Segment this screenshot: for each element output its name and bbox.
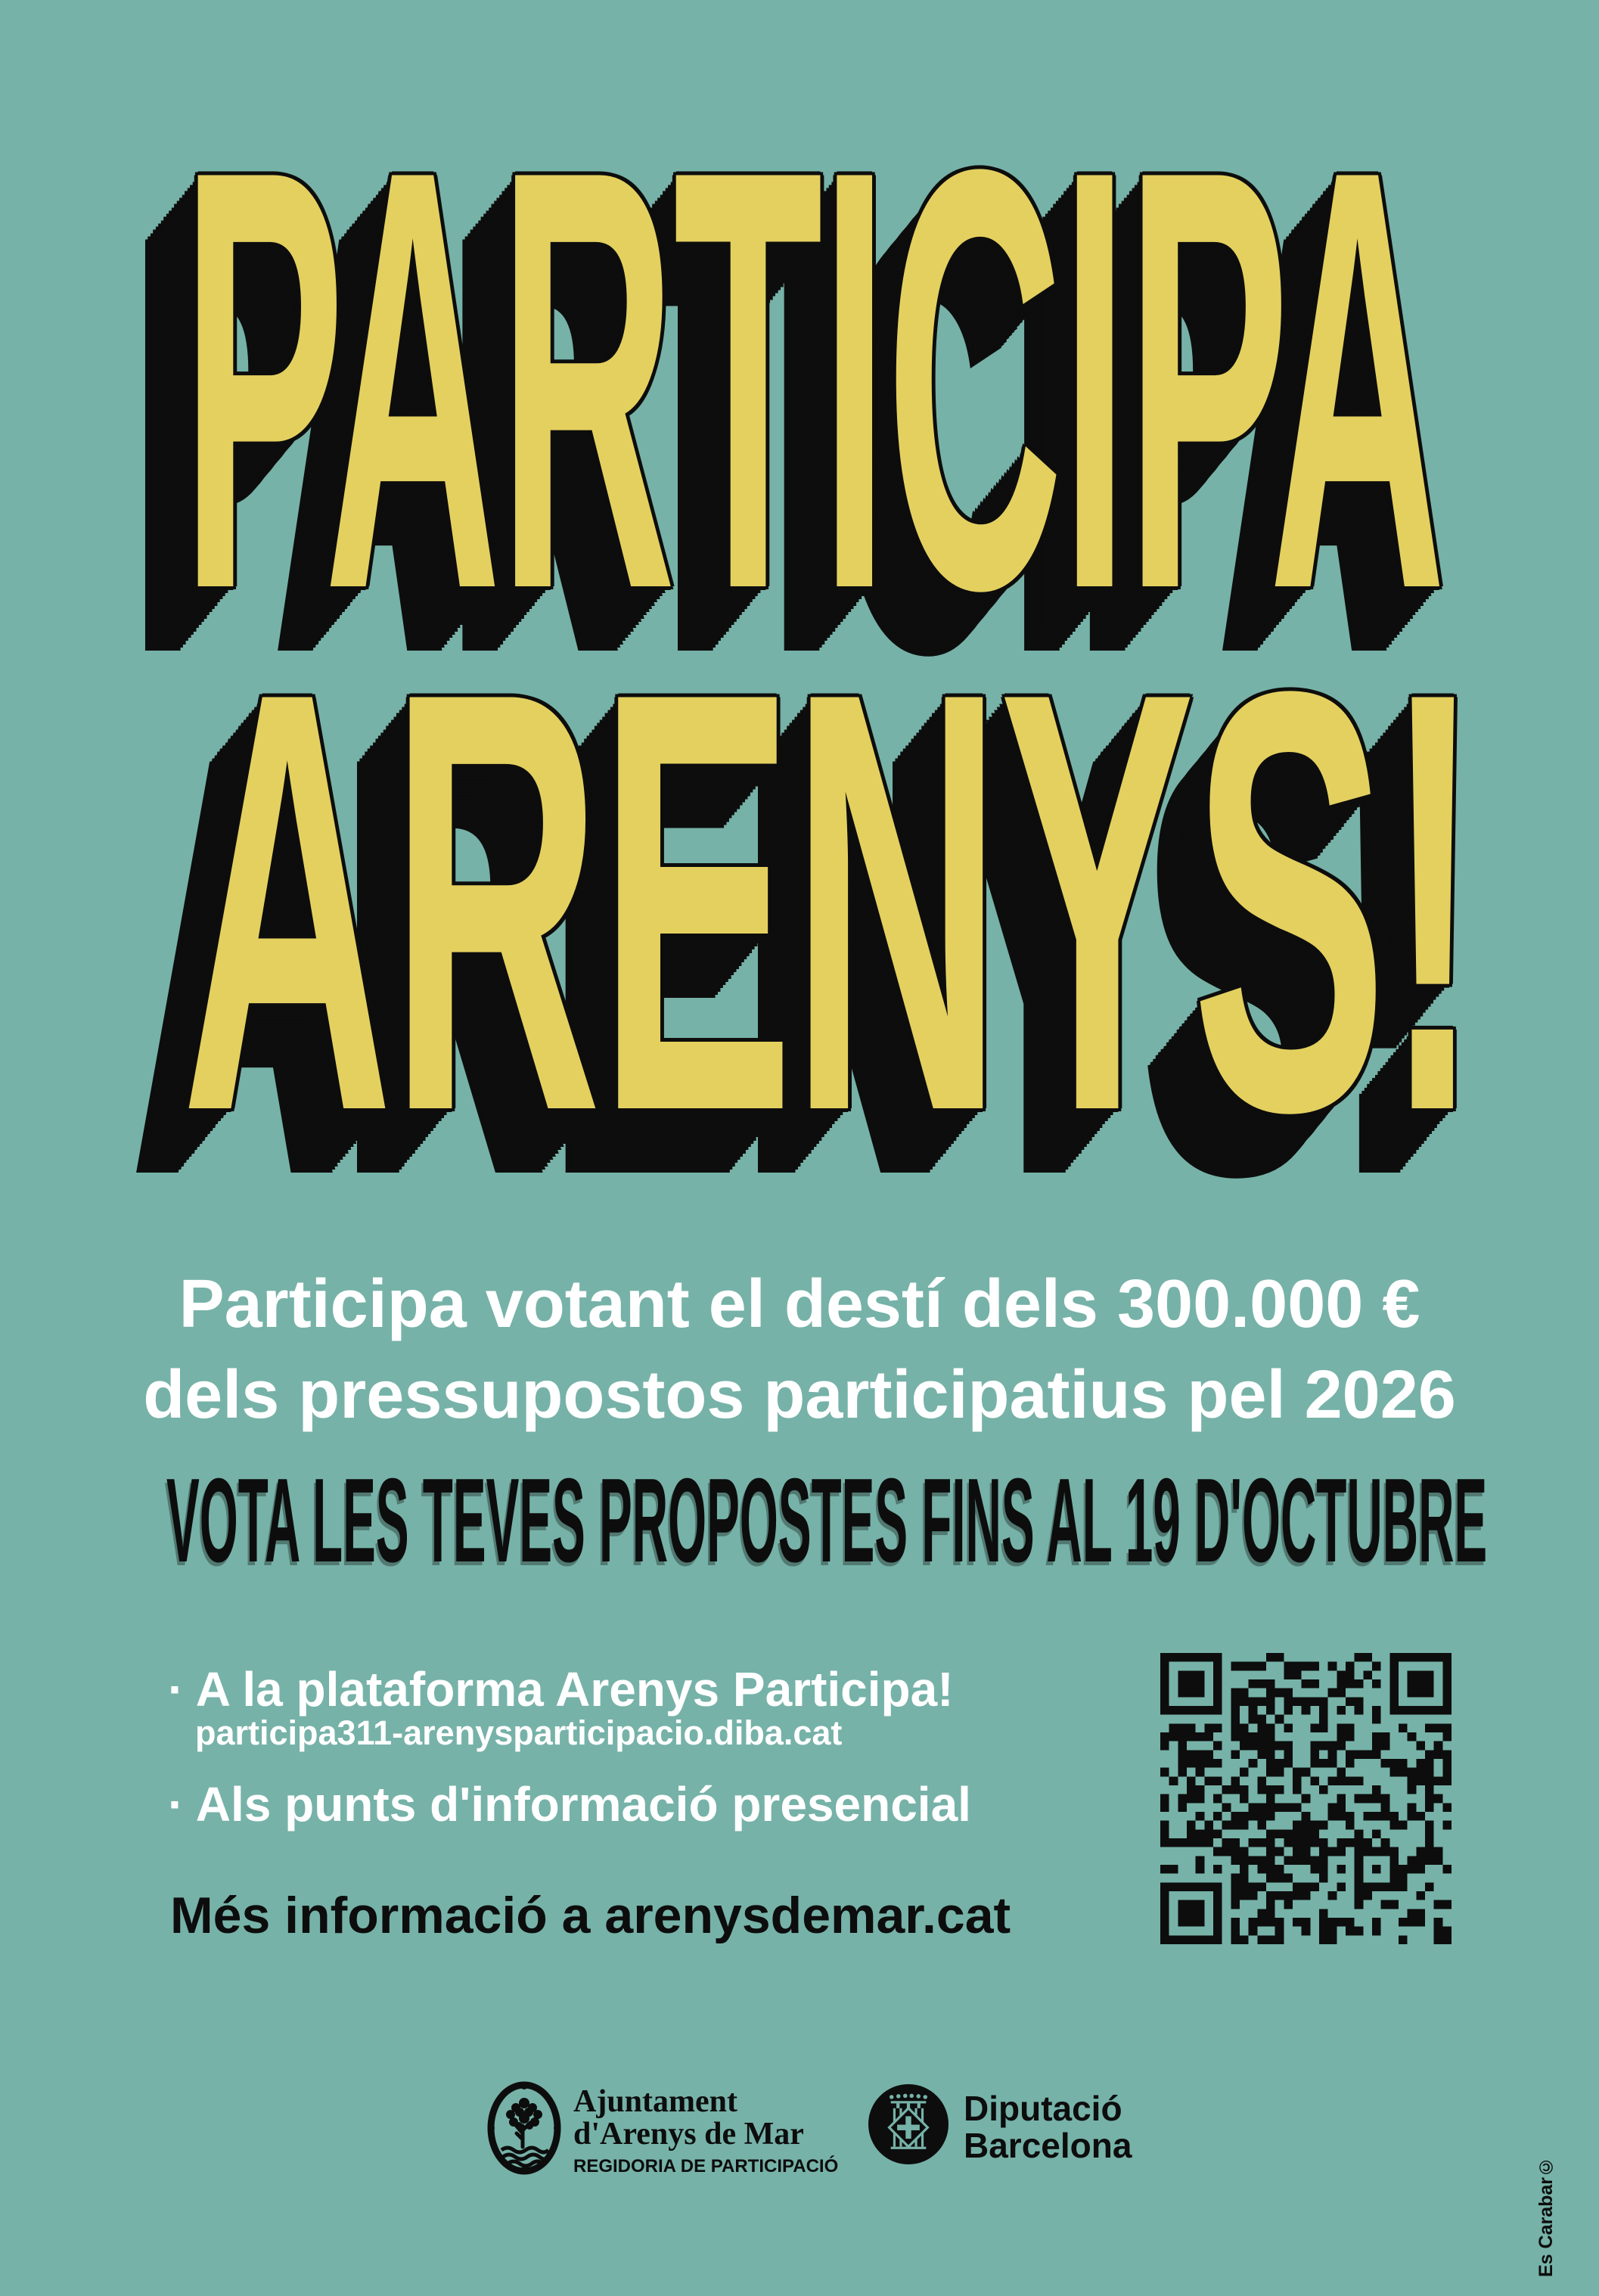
poster-subtitle bbox=[0, 1259, 1599, 1440]
subtitle-line2: dels pressupostos participatius pel 2026 bbox=[143, 1357, 1456, 1433]
diputacio-wordmark bbox=[964, 2090, 1132, 2164]
poster-title-line2: ARENYS! bbox=[182, 568, 1479, 1235]
subtitle-line1: Participa votant el destí dels 300.000 € bbox=[179, 1266, 1420, 1342]
design-credit: Es Carabar© bbox=[1535, 2155, 1557, 2277]
diputacio-name-line1: Diputació bbox=[964, 2089, 1122, 2128]
diputacio-badge-icon bbox=[868, 2084, 949, 2164]
more-info-line: Més informació a arenysdemar.cat bbox=[170, 1887, 1011, 1944]
qr-code-icon bbox=[1160, 1653, 1452, 1944]
ajuntament-department: REGIDORIA DE PARTICIPACIÓ bbox=[573, 2156, 839, 2176]
bullet-platform: · A la plataforma Arenys Participa! bbox=[168, 1662, 954, 1717]
ajuntament-wordmark bbox=[573, 2086, 838, 2176]
poster-title-line1: PARTICIPA bbox=[182, 46, 1444, 713]
platform-url: participa311-arenysparticipacio.diba.cat bbox=[195, 1713, 843, 1752]
ajuntament-seal-icon bbox=[486, 2080, 562, 2176]
bullet-info-points: · Als punts d'informació presencial bbox=[168, 1777, 971, 1832]
ajuntament-name-line2: d'Arenys de Mar bbox=[573, 2117, 804, 2152]
ajuntament-name-line1: Ajuntament bbox=[573, 2084, 737, 2119]
vote-deadline-headline: VOTA LES TEVES PROPOSTES FINS AL 19 D'OCTUBRE bbox=[166, 1454, 1488, 1587]
diputacio-name-line2: Barcelona bbox=[964, 2126, 1132, 2165]
